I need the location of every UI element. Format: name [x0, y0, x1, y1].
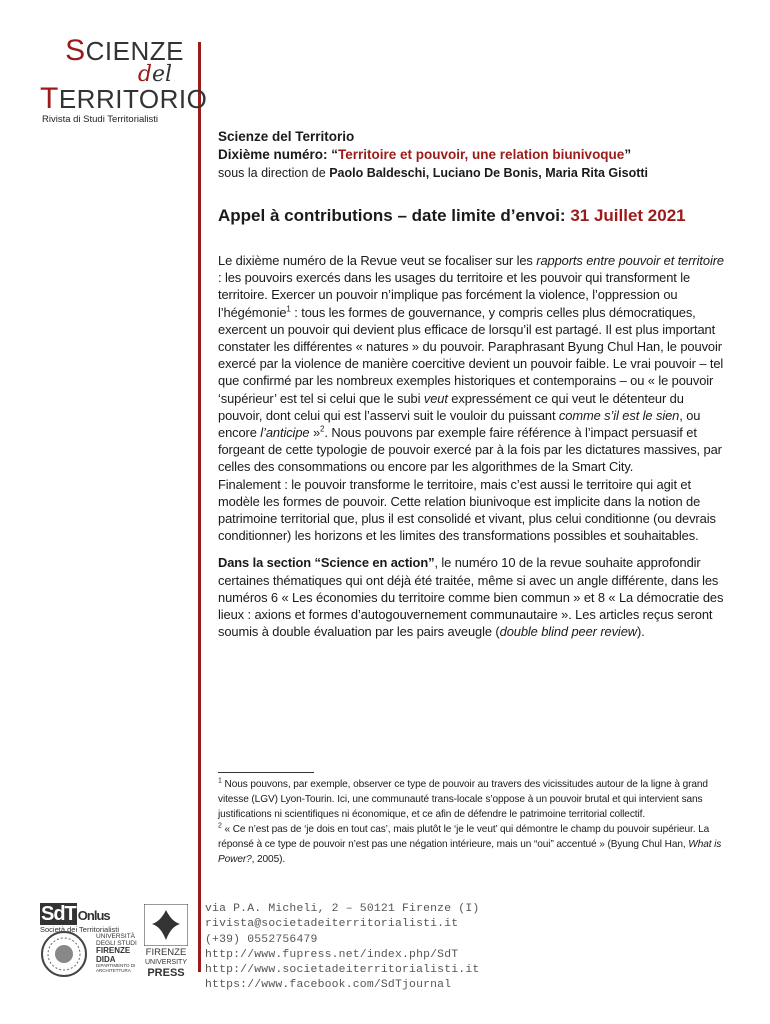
logo-text: el: [151, 62, 172, 87]
footnote-text: What is Power?: [218, 839, 722, 865]
footnote: [218, 777, 728, 822]
fup-lily-icon: [144, 904, 188, 946]
direction-prefix: sous la direction de: [218, 166, 330, 180]
fup-press: PRESS: [147, 967, 185, 979]
call-label: Appel à contributions – date limite d’envoi:: [218, 206, 571, 225]
call-heading: [218, 206, 726, 226]
text-run: rapports entre pouvoir et territoire: [536, 253, 724, 268]
uni-line: UNIVERSITÀ: [96, 933, 136, 940]
text-run: ).: [636, 624, 645, 640]
dida-subtitle: DIPARTIMENTO DI ARCHITETTURA: [96, 963, 136, 973]
footnote-ref[interactable]: 2: [320, 424, 325, 434]
sdt-subtitle: Società dei Territorialisti: [40, 925, 120, 934]
logo-letter: S: [65, 34, 86, 67]
text-run: , ou encore: [218, 407, 701, 441]
text-run: : tous les formes de gouvernance, y compris celles plus démocratiques, exercent un pouvoir qui devient plus efficace de lorsqu’il est partagé. Il est plus important constater les différentes « natures » du pouvoir. Paraphrasant Byung Chul Han, le pouvoir exercé par la violence de manière coercitive devient un pouvoir faible. Le vrai pouvoir – tel que confirmé par les nombreux exemples historiques et contemporains – ou « le pouvoir ‘supérieur’ est tel si celui que le subi: [218, 304, 724, 406]
text-run: comme s’il est le sien: [558, 407, 680, 423]
issue-prefix: Dixième numéro: “: [218, 147, 339, 162]
editors-line: [218, 164, 726, 182]
footnote-number: 1: [218, 777, 222, 785]
issue-theme: Territoire et pouvoir, une relation biunivoque: [338, 147, 625, 162]
vertical-rule: [198, 42, 201, 972]
email-link[interactable]: rivista@societadeiterritorialisti.it: [205, 918, 459, 931]
phone-number: (+39) 0552756479: [205, 933, 318, 946]
main-content: [218, 128, 726, 640]
footnote-separator: [218, 772, 314, 773]
sdt-mark: SdT: [41, 903, 76, 925]
uni-line: FIRENZE: [96, 946, 131, 955]
issue-title: [218, 146, 726, 164]
fup-line: UNIVERSITY: [144, 959, 187, 966]
contact-block: [205, 902, 479, 994]
footnote-text: , 2005).: [251, 854, 286, 865]
footnote-text: Nous pouvons, par exemple, observer ce type de pouvoir au travers des vicissitudes autour de la ligne à grand vitesse (LGV) Lyon-Tourin. Ici, une communauté trans-locale s’oppose à un pouvoir brutal et qui intervient sans justifications ni scientifiques ni économique, et ce afin de défendre le patrimoine territorial collectif.: [218, 779, 708, 820]
logo-letter: T: [40, 82, 59, 115]
fupress-link[interactable]: http://www.fupress.net/index.php/SdT: [205, 948, 459, 961]
deadline-date: 31 Juillet 2021: [570, 206, 686, 225]
website-link[interactable]: http://www.societadeiterritorialisti.it: [205, 964, 480, 977]
text-run: . Nous pouvons par exemple faire référence à l’impact persuasif et forgeant de cette typologie de pouvoir exercé par à la fois par les dictatures massives, par celles des consommations ou encore par les algorithmes de la Smart City.: [218, 425, 722, 475]
text-run: Le dixième numéro de la Revue veut se focaliser sur les: [218, 253, 537, 268]
text-run: : les pouvoirs exercés dans les usages du territoire et les pouvoir qui transforment le territoire. Exercer un pouvoir n’implique pas forcément la violence, l’oppression ou l’hégémonie: [218, 270, 691, 320]
journal-name: Scienze del Territorio: [218, 129, 355, 144]
footnote-number: 2: [218, 822, 222, 830]
sdt-onlus: Onlus: [77, 908, 110, 923]
text-run: double blind peer review: [499, 624, 637, 640]
text-run: veut: [423, 390, 448, 406]
dida-mark: DIDA: [96, 955, 116, 964]
logo-text: CIENZE: [85, 36, 184, 66]
text-run: »: [309, 425, 321, 441]
footnote-ref[interactable]: 1: [286, 304, 291, 314]
footnote: [218, 822, 728, 867]
logo-subtitle: Rivista di Studi Territorialisti: [42, 114, 158, 125]
text-run: l’anticipe: [260, 425, 310, 441]
footnote-text: « Ce n’est pas de ‘je dois en tout cas’, mais plutôt le ‘je le veut’ qui démontre le champ du pouvoir supérieur. La réponsé à ce type de pouvoir n’est pas une négation intérieure, mais un “oui” accentué » (Byung Chul Han,: [218, 824, 710, 850]
footnotes: [218, 777, 728, 867]
section-label: Dans la section “Science en action”: [218, 555, 435, 571]
paragraph: Finalement : le pouvoir transforme le territoire, mais c’est aussi le territoire qui agit et modèle les formes de pouvoir. Cette relation biunivoque est implicite dans la notion de patrimoine territorial que, plus il est consolidé et vivant, plus celui conditionne (ou devrais conditionner) les horizons et les limites des transformations possibles et souhaitables.: [218, 476, 716, 544]
journal-logo: [40, 34, 208, 125]
text-run: expressément ce qui veut le détenteur du pouvoir, dont celui qui est l’asservi suit le vouloir du puissant: [218, 390, 684, 423]
text-run: , le numéro 10 de la revue souhaite approfondir certaines thématiques qui ont déjà été traitée, même si avec un angle différente, dans les numéros 6 « Les économies du territoire comme bien commun » et 8 « La démocratie des lieux : axions et formes d’autogouvernement communautaire ». Les articles reçus seront soumis à double évaluation par les pairs aveugle (: [218, 555, 724, 640]
fup-logo: [144, 904, 188, 982]
paragraph: [218, 252, 726, 476]
body-text: [218, 252, 726, 640]
unifi-logo: [96, 933, 142, 973]
fup-line: FIRENZE: [145, 947, 187, 958]
editors-names: Paolo Baldeschi, Luciano De Bonis, Maria Rita Gisotti: [329, 166, 648, 180]
uni-line: DEGLI STUDI: [96, 940, 137, 947]
postal-address: via P.A. Micheli, 2 – 50121 Firenze (I): [205, 903, 480, 915]
issue-suffix: ”: [624, 147, 632, 162]
logo-letter: d: [137, 62, 152, 87]
university-seal-icon: [40, 930, 88, 978]
paragraph: [218, 554, 726, 640]
facebook-link[interactable]: https://www.facebook.com/SdTjournal: [205, 979, 452, 992]
logo-text: ERRITORIO: [58, 84, 208, 114]
